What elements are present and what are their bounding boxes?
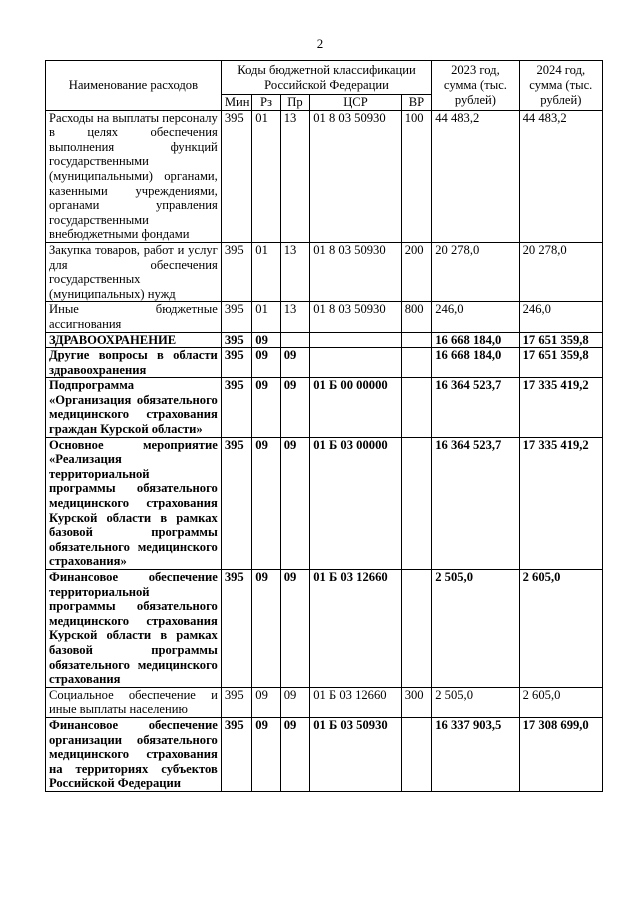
row-pr: 09	[280, 348, 309, 378]
row-amount-2023: 16 364 523,7	[432, 378, 519, 437]
row-min: 395	[221, 717, 251, 791]
header-year-2023: 2023 год, сумма (тыс. рублей)	[432, 61, 519, 111]
header-codes-group: Коды бюджетной классификации Российской Федерации	[221, 61, 431, 95]
row-min: 395	[221, 242, 251, 301]
row-pr: 09	[280, 717, 309, 791]
row-min: 395	[221, 110, 251, 242]
row-min: 395	[221, 332, 251, 348]
header-min: Мин	[221, 95, 251, 111]
row-min: 395	[221, 302, 251, 332]
budget-table	[45, 60, 603, 792]
header-rz: Рз	[252, 95, 280, 111]
row-pr: 13	[280, 242, 309, 301]
row-min: 395	[221, 437, 251, 569]
row-csr: 01 8 03 50930	[310, 302, 401, 332]
row-vr	[401, 570, 432, 688]
row-min: 395	[221, 378, 251, 437]
row-csr: 01 Б 03 12660	[310, 687, 401, 717]
row-name: Иные бюджетные ассигнования	[46, 302, 222, 332]
row-csr: 01 Б 00 00000	[310, 378, 401, 437]
row-rz: 01	[252, 110, 280, 242]
row-amount-2024: 2 605,0	[519, 570, 602, 688]
row-name: Финансовое обеспечение организации обязательного медицинского страхования на территориях субъектов Российской Федерации	[46, 717, 222, 791]
row-pr: 09	[280, 570, 309, 688]
row-pr: 13	[280, 302, 309, 332]
row-csr: 01 Б 03 12660	[310, 570, 401, 688]
row-pr: 09	[280, 687, 309, 717]
row-vr	[401, 348, 432, 378]
row-amount-2023: 44 483,2	[432, 110, 519, 242]
row-amount-2024: 17 651 359,8	[519, 332, 602, 348]
row-rz: 09	[252, 348, 280, 378]
header-pr: Пр	[280, 95, 309, 111]
row-name: Основное мероприятие «Реализация территориальной программы обязательного медицинского страхования Курской области в рамках базовой программы обязательного медицинского страхования»	[46, 437, 222, 569]
row-rz: 09	[252, 332, 280, 348]
row-rz: 01	[252, 302, 280, 332]
row-csr	[310, 348, 401, 378]
row-vr	[401, 378, 432, 437]
row-amount-2024: 20 278,0	[519, 242, 602, 301]
row-name: Социальное обеспечение и иные выплаты населению	[46, 687, 222, 717]
row-pr: 09	[280, 378, 309, 437]
header-csr: ЦСР	[310, 95, 401, 111]
table-row	[46, 687, 603, 717]
table-row	[46, 110, 603, 242]
row-csr: 01 Б 03 00000	[310, 437, 401, 569]
row-vr: 300	[401, 687, 432, 717]
row-rz: 09	[252, 378, 280, 437]
row-amount-2023: 16 337 903,5	[432, 717, 519, 791]
row-csr: 01 8 03 50930	[310, 110, 401, 242]
row-min: 395	[221, 687, 251, 717]
row-vr: 100	[401, 110, 432, 242]
page-number: 2	[316, 36, 324, 51]
row-csr	[310, 332, 401, 348]
row-vr	[401, 717, 432, 791]
row-name: Подпрограмма «Организация обязательного медицинского страхования граждан Курской области»	[46, 378, 222, 437]
row-vr	[401, 437, 432, 569]
row-amount-2023: 16 364 523,7	[432, 437, 519, 569]
row-amount-2023: 16 668 184,0	[432, 332, 519, 348]
row-rz: 09	[252, 687, 280, 717]
row-amount-2024: 17 651 359,8	[519, 348, 602, 378]
table-row	[46, 437, 603, 569]
row-amount-2024: 44 483,2	[519, 110, 602, 242]
row-amount-2024: 246,0	[519, 302, 602, 332]
row-rz: 09	[252, 570, 280, 688]
row-amount-2023: 246,0	[432, 302, 519, 332]
table-row	[46, 717, 603, 791]
row-name: Закупка товаров, работ и услуг для обеспечения государственных (муниципальных) нужд	[46, 242, 222, 301]
row-rz: 09	[252, 717, 280, 791]
row-name: Другие вопросы в области здравоохранения	[46, 348, 222, 378]
header-vr: ВР	[401, 95, 432, 111]
table-row	[46, 348, 603, 378]
table-header	[46, 61, 603, 111]
row-csr: 01 Б 03 50930	[310, 717, 401, 791]
row-amount-2024: 17 335 419,2	[519, 378, 602, 437]
row-name: ЗДРАВООХРАНЕНИЕ	[46, 332, 222, 348]
row-amount-2023: 2 505,0	[432, 687, 519, 717]
table-row	[46, 378, 603, 437]
row-min: 395	[221, 570, 251, 688]
table-row	[46, 332, 603, 348]
table-row	[46, 302, 603, 332]
row-name: Расходы на выплаты персоналу в целях обеспечения выполнения функций государственными (муниципальными) органами, казенными учреждениями, органами управления государственными внебюджетными фондами	[46, 110, 222, 242]
row-vr: 200	[401, 242, 432, 301]
row-rz: 09	[252, 437, 280, 569]
table-row	[46, 242, 603, 301]
table-row	[46, 570, 603, 688]
row-amount-2024: 2 605,0	[519, 687, 602, 717]
row-amount-2023: 16 668 184,0	[432, 348, 519, 378]
row-pr: 09	[280, 437, 309, 569]
row-rz: 01	[252, 242, 280, 301]
row-vr	[401, 332, 432, 348]
row-name: Финансовое обеспечение территориальной программы обязательного медицинского страхования Курской области в рамках базовой программы обязательного медицинского страхования	[46, 570, 222, 688]
header-year-2024: 2024 год, сумма (тыс. рублей)	[519, 61, 602, 111]
row-vr: 800	[401, 302, 432, 332]
row-csr: 01 8 03 50930	[310, 242, 401, 301]
row-amount-2023: 2 505,0	[432, 570, 519, 688]
row-amount-2023: 20 278,0	[432, 242, 519, 301]
row-min: 395	[221, 348, 251, 378]
row-pr: 13	[280, 110, 309, 242]
row-amount-2024: 17 308 699,0	[519, 717, 602, 791]
row-pr	[280, 332, 309, 348]
row-amount-2024: 17 335 419,2	[519, 437, 602, 569]
header-name: Наименование расходов	[46, 61, 222, 111]
